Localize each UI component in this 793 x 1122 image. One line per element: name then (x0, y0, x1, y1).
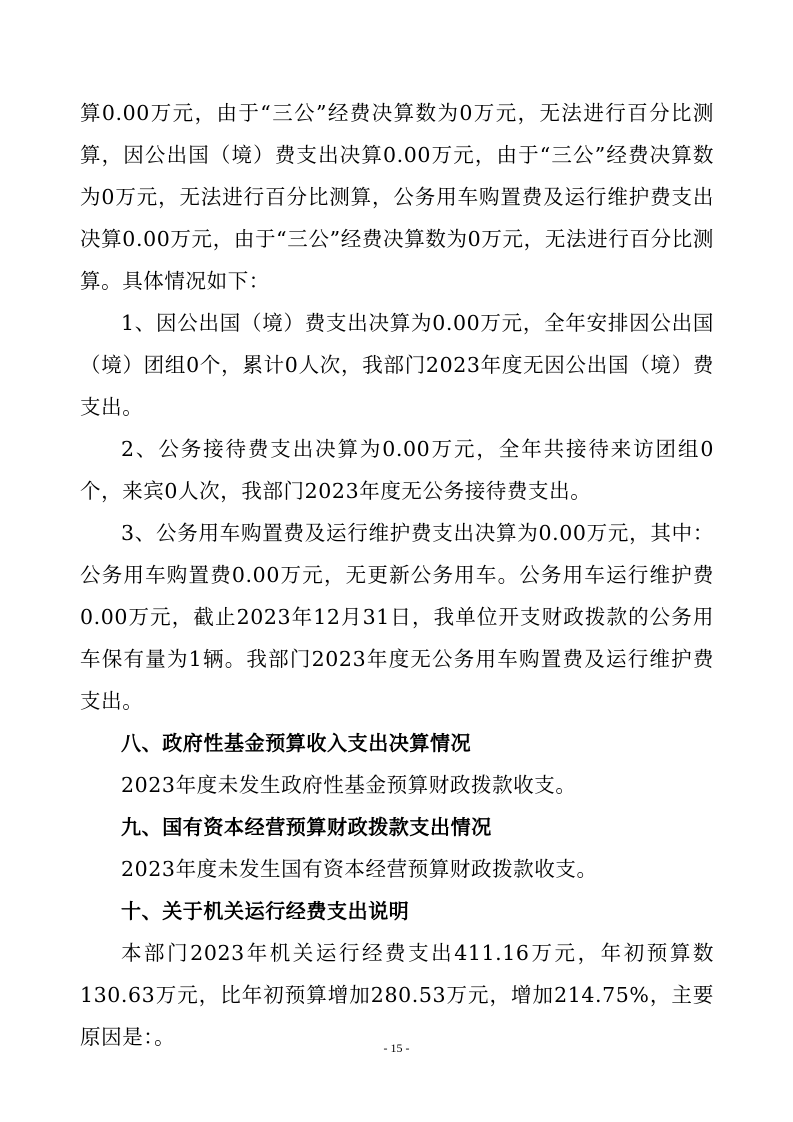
document-body (80, 92, 714, 1058)
section-heading-state-capital: 九、国有资本经营预算财政拨款支出情况 (121, 815, 492, 839)
paragraph-official-vehicles: 3、公务用车购置费及运行维护费支出决算为0.00万元，其中：公务用车购置费0.00万元，无更新公务用车。公务用车运行维护费0.00万元，截止2023年12月31日，我单位开支财政拨款的公务用车保有量为1辆。我部门2023年度无公务用车购置费及运行维护费支出。 (80, 521, 714, 713)
paragraph-overseas-travel: 1、因公出国（境）费支出决算为0.00万元，全年安排因公出国（境）团组0个，累计0人次，我部门2023年度无因公出国（境）费支出。 (80, 311, 714, 419)
paragraph-government-fund: 2023年度未发生政府性基金预算财政拨款收支。 (121, 773, 577, 797)
page-number: - 15 - (383, 1041, 410, 1055)
paragraph-three-public-summary: 算0.00万元，由于“三公”经费决算数为0万元，无法进行百分比测算，因公出国（境）费支出决算0.00万元，由于“三公”经费决算数为0万元，无法进行百分比测算，公务用车购置费及运行维护费支出决算0.00万元，由于“三公”经费决算数为0万元，无法进行百分比测算。具体情况如下： (80, 101, 714, 293)
paragraph-official-reception: 2、公务接待费支出决算为0.00万元，全年共接待来访团组0个，来宾0人次，我部门2023年度无公务接待费支出。 (80, 437, 714, 503)
section-heading-government-fund: 八、政府性基金预算收入支出决算情况 (121, 731, 472, 755)
section-heading-operating-expenses: 十、关于机关运行经费支出说明 (121, 899, 410, 923)
paragraph-state-capital: 2023年度未发生国有资本经营预算财政拨款收支。 (121, 857, 598, 881)
paragraph-operating-expenses: 本部门2023年机关运行经费支出411.16万元，年初预算数130.63万元，比年初预算增加280.53万元，增加214.75%，主要原因是：。 (80, 941, 714, 1049)
